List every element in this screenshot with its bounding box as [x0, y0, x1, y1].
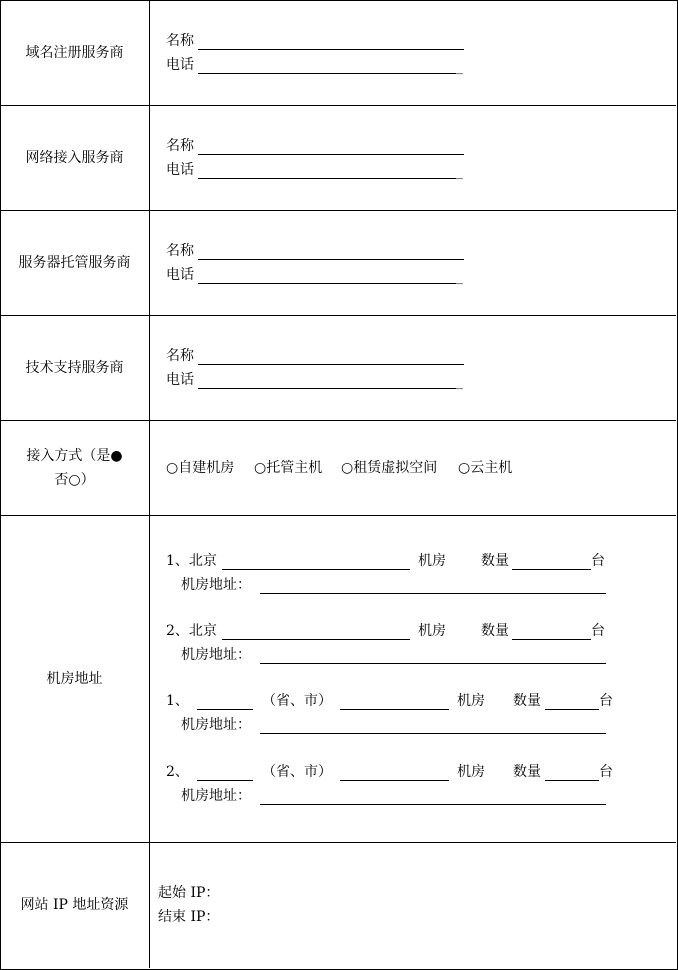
access-option-self-built[interactable]: ○自建机房: [166, 460, 235, 476]
access-option-virtual-space[interactable]: ○租赁虚拟空间: [341, 460, 438, 476]
access-method-label: [0, 420, 149, 515]
tech-support-phone-tail: _: [456, 374, 463, 390]
tech-support-name-label: 名称: [166, 348, 194, 364]
network-access-phone-tail: _: [456, 164, 463, 180]
room-entry-3-prefix: 1、: [166, 693, 189, 709]
access-option-cloud[interactable]: ○云主机: [458, 460, 513, 476]
room-entry-3-qty-field[interactable]: [545, 709, 599, 710]
domain-registrar-phone-field[interactable]: [198, 73, 456, 74]
room-entry-3-qty: 数量: [513, 693, 541, 709]
network-access-name-field[interactable]: [198, 154, 464, 155]
room-entry-1-name-field[interactable]: [222, 569, 410, 570]
room-entry-3-name-field[interactable]: [340, 709, 449, 710]
server-hosting-label: 服务器托管服务商: [18, 254, 131, 271]
network-access-label: 网络接入服务商: [25, 149, 124, 166]
ip-end-label[interactable]: 结束 IP：: [158, 909, 220, 925]
room-entry-4-addr-label: 机房地址：: [181, 788, 251, 804]
room-entry-2-qty-field[interactable]: [512, 639, 591, 640]
room-entry-1-qty: 数量: [481, 553, 509, 569]
ip-resource-label: 网站 IP 地址资源: [20, 897, 129, 913]
room-entry-2-unit: 台: [591, 623, 605, 639]
domain-registrar-phone-label: 电话: [166, 57, 194, 73]
room-entry-4-province-field[interactable]: [197, 780, 253, 781]
tech-support-label: 技术支持服务商: [25, 359, 124, 376]
server-hosting-name-field[interactable]: [198, 259, 464, 260]
room-entry-1-prefix: 1、北京: [166, 553, 217, 569]
room-entry-4-addr-field[interactable]: [260, 804, 606, 805]
room-entry-4-unit: 台: [599, 764, 613, 780]
room-entry-1-addr-field[interactable]: [260, 593, 606, 594]
room-entry-4-province: （省、市）: [262, 764, 332, 780]
room-entry-4-qty-field[interactable]: [545, 780, 599, 781]
network-access-phone-field[interactable]: [198, 178, 456, 179]
server-hosting-phone-field[interactable]: [198, 283, 456, 284]
room-entry-2-addr-field[interactable]: [260, 663, 606, 664]
room-entry-3-province: （省、市）: [262, 693, 332, 709]
tech-support-phone-field[interactable]: [198, 388, 456, 389]
server-hosting-phone-label: 电话: [166, 267, 194, 283]
column-divider: [149, 0, 150, 968]
room-entry-2-qty: 数量: [481, 623, 509, 639]
tech-support-name-field[interactable]: [198, 364, 464, 365]
room-entry-2-room: 机房: [418, 623, 446, 639]
domain-registrar-name-field[interactable]: [198, 49, 464, 50]
domain-registrar-label: 域名注册服务商: [25, 44, 124, 61]
room-entry-3-province-field[interactable]: [197, 709, 253, 710]
domain-registrar-name-label: 名称: [166, 33, 194, 49]
room-entry-4-room: 机房: [457, 764, 485, 780]
tech-support-phone-label: 电话: [166, 372, 194, 388]
room-entry-3-room: 机房: [457, 693, 485, 709]
server-hosting-name-label: 名称: [166, 243, 194, 259]
room-entry-1-room: 机房: [418, 553, 446, 569]
room-entry-1-unit: 台: [591, 553, 605, 569]
domain-registrar-phone-tail: _: [456, 59, 463, 75]
room-entry-2-prefix: 2、北京: [166, 623, 217, 639]
access-method-label-line1: 接入方式（是●: [26, 447, 123, 464]
room-entry-2-addr-label: 机房地址：: [181, 647, 251, 663]
room-entry-1-qty-field[interactable]: [512, 569, 591, 570]
room-entry-4-prefix: 2、: [166, 764, 189, 780]
room-entry-4-qty: 数量: [513, 764, 541, 780]
ip-start-label[interactable]: 起始 IP：: [158, 885, 220, 901]
network-access-phone-label: 电话: [166, 162, 194, 178]
room-entry-1-addr-label: 机房地址：: [181, 577, 251, 593]
room-entry-3-addr-label: 机房地址：: [181, 717, 251, 733]
room-entry-3-unit: 台: [599, 693, 613, 709]
room-entry-4-name-field[interactable]: [340, 780, 449, 781]
network-access-name-label: 名称: [166, 138, 194, 154]
room-entry-3-addr-field[interactable]: [260, 733, 606, 734]
access-method-label-line2: 否○）: [54, 471, 95, 488]
access-option-hosted[interactable]: ○托管主机: [254, 460, 323, 476]
room-entry-2-name-field[interactable]: [222, 639, 410, 640]
machine-room-label: 机房地址: [46, 670, 103, 687]
server-hosting-phone-tail: _: [456, 269, 463, 285]
